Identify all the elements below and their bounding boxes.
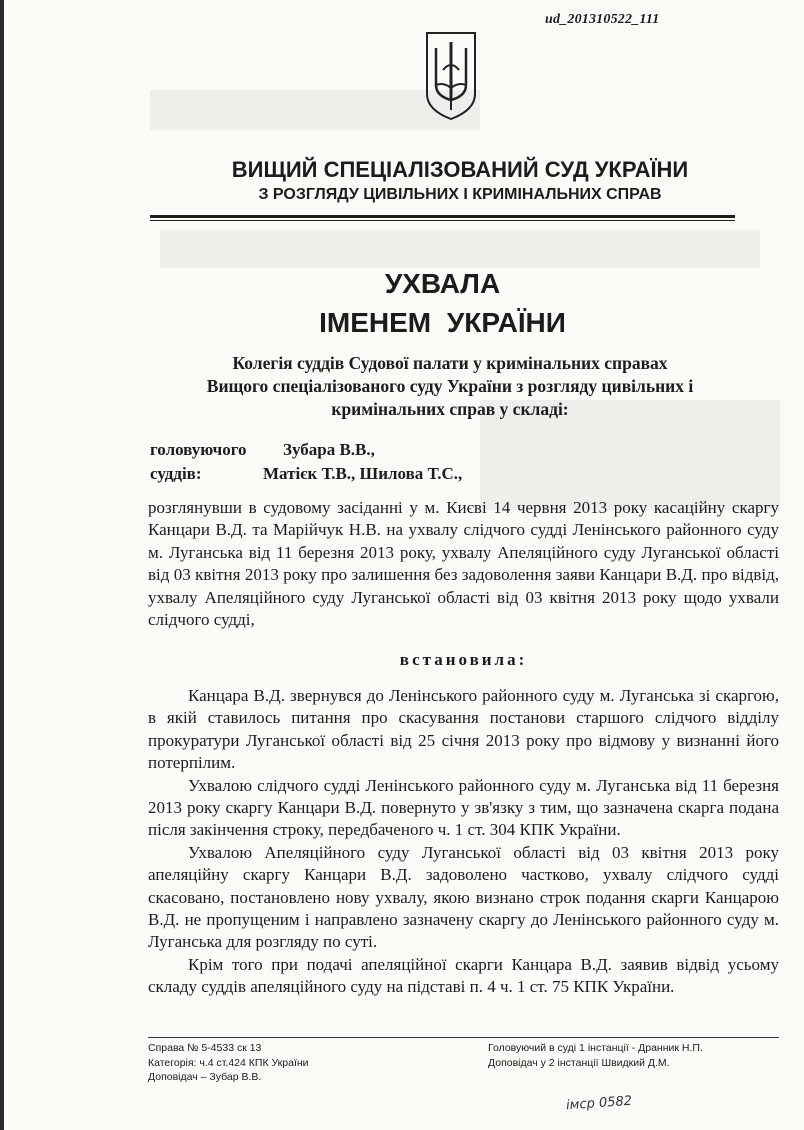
judges-names: Матієк Т.В., Шилова Т.С.,	[263, 464, 463, 483]
court-composition	[150, 438, 735, 486]
panel-line: Колегія суддів Судової палати у кримінальних справах	[232, 353, 668, 373]
court-subname: З РОЗГЛЯДУ ЦИВІЛЬНИХ І КРИМІНАЛЬНИХ СПРАВ	[258, 186, 662, 203]
panel-line: Вищого спеціалізованого суду України з розгляду цивільних і	[206, 376, 694, 396]
header-rule-thick	[150, 215, 735, 218]
case-rapporteur: Доповідач – Зубар В.В.	[148, 1071, 262, 1083]
facts-section	[148, 685, 779, 999]
presiding-name: Зубара В.В.,	[283, 440, 375, 459]
panel-description	[170, 352, 730, 421]
fact-paragraph: Крім того при подачі апеляційної скарги Канцара В.Д. заявив відвід усьому складу суддів апеляційного суду на підставі п. 4 ч. 1 ст. 75 КПК України.	[148, 954, 779, 997]
handwritten-stamp: імср 0582	[565, 1093, 633, 1114]
document-id: ud_201310522_111	[545, 12, 660, 27]
fact-paragraph: Ухвалою Апеляційного суду Луганської області від 03 квітня 2013 року апеляційну скаргу Канцари В.Д. задоволено частково, ухвалу слідчого судді скасовано, постановлено нову ухвалу, якою визнано строк подання скарги Канцарою В.Д. не пропущеним і направлено зазначену скаргу до Ленінського районного суду м. Луганська для розгляду по суті.	[148, 842, 779, 952]
first-instance-judge: Головуючий в суді 1 інстанції - Дранник Н.П.	[488, 1042, 703, 1054]
second-instance-rapporteur: Доповідач у 2 інстанції Швидкий Д.М.	[488, 1056, 670, 1069]
panel-line: кримінальних справ у складі:	[331, 399, 569, 419]
presiding-role: головуючого	[150, 440, 247, 459]
fact-paragraph: Канцара В.Д. звернувся до Ленінського районного суду м. Луганська зі скаргою, в якій ставилось питання про скасування постанови старшого слідчого відділу прокуратури Луганської області від 25 січня 2013 року про відмову у визнанні його потерпілим.	[148, 686, 779, 773]
presiding-row	[150, 438, 735, 462]
fact-paragraph: Ухвалою слідчого судді Ленінського районного суду м. Луганська від 11 березня 2013 року скаргу Канцари В.Д. повернуто у зв'язку з тим, що зазначена скарга подана після закінчення строку, передбаченого ч. 1 ст. 304 КПК України.	[148, 775, 779, 840]
trident-emblem-icon	[424, 30, 478, 122]
header-rule-thin	[150, 220, 735, 221]
case-number: Справа № 5-4533 ск 13	[148, 1042, 262, 1054]
judges-role: суддів:	[150, 464, 202, 483]
case-category: Категорія: ч.4 ст.424 КПК України	[148, 1056, 309, 1069]
footer-lower-courts	[488, 1041, 788, 1070]
footer-rule	[148, 1037, 779, 1038]
intro-paragraph: розглянувши в судовому засіданні у м. Києві 14 червня 2013 року касаційну скаргу Канцари В.Д. та Марійчук Н.В. на ухвалу слідчого судді Ленінського районного суду м. Луганська від 11 березня 2013 року, ухвалу Апеляційного суду Луганської області від 03 квітня 2013 року про залишення без задоволення заяви Канцари В.Д. про відвід, ухвалу Апеляційного суду Луганської області від 03 квітня 2013 року щодо ухвали слідчого судді,	[148, 498, 779, 630]
bleed-through	[160, 230, 760, 268]
document-title: УХВАЛА	[384, 268, 501, 299]
court-name: ВИЩИЙ СПЕЦІАЛІЗОВАНИЙ СУД УКРАЇНИ	[231, 157, 689, 182]
resolved-heading: встановила:	[399, 650, 528, 669]
judges-row	[150, 462, 735, 486]
document-subtitle: ІМЕНЕМ УКРАЇНИ	[319, 307, 566, 338]
scan-edge	[0, 0, 4, 1130]
footer-case-info	[148, 1041, 478, 1085]
